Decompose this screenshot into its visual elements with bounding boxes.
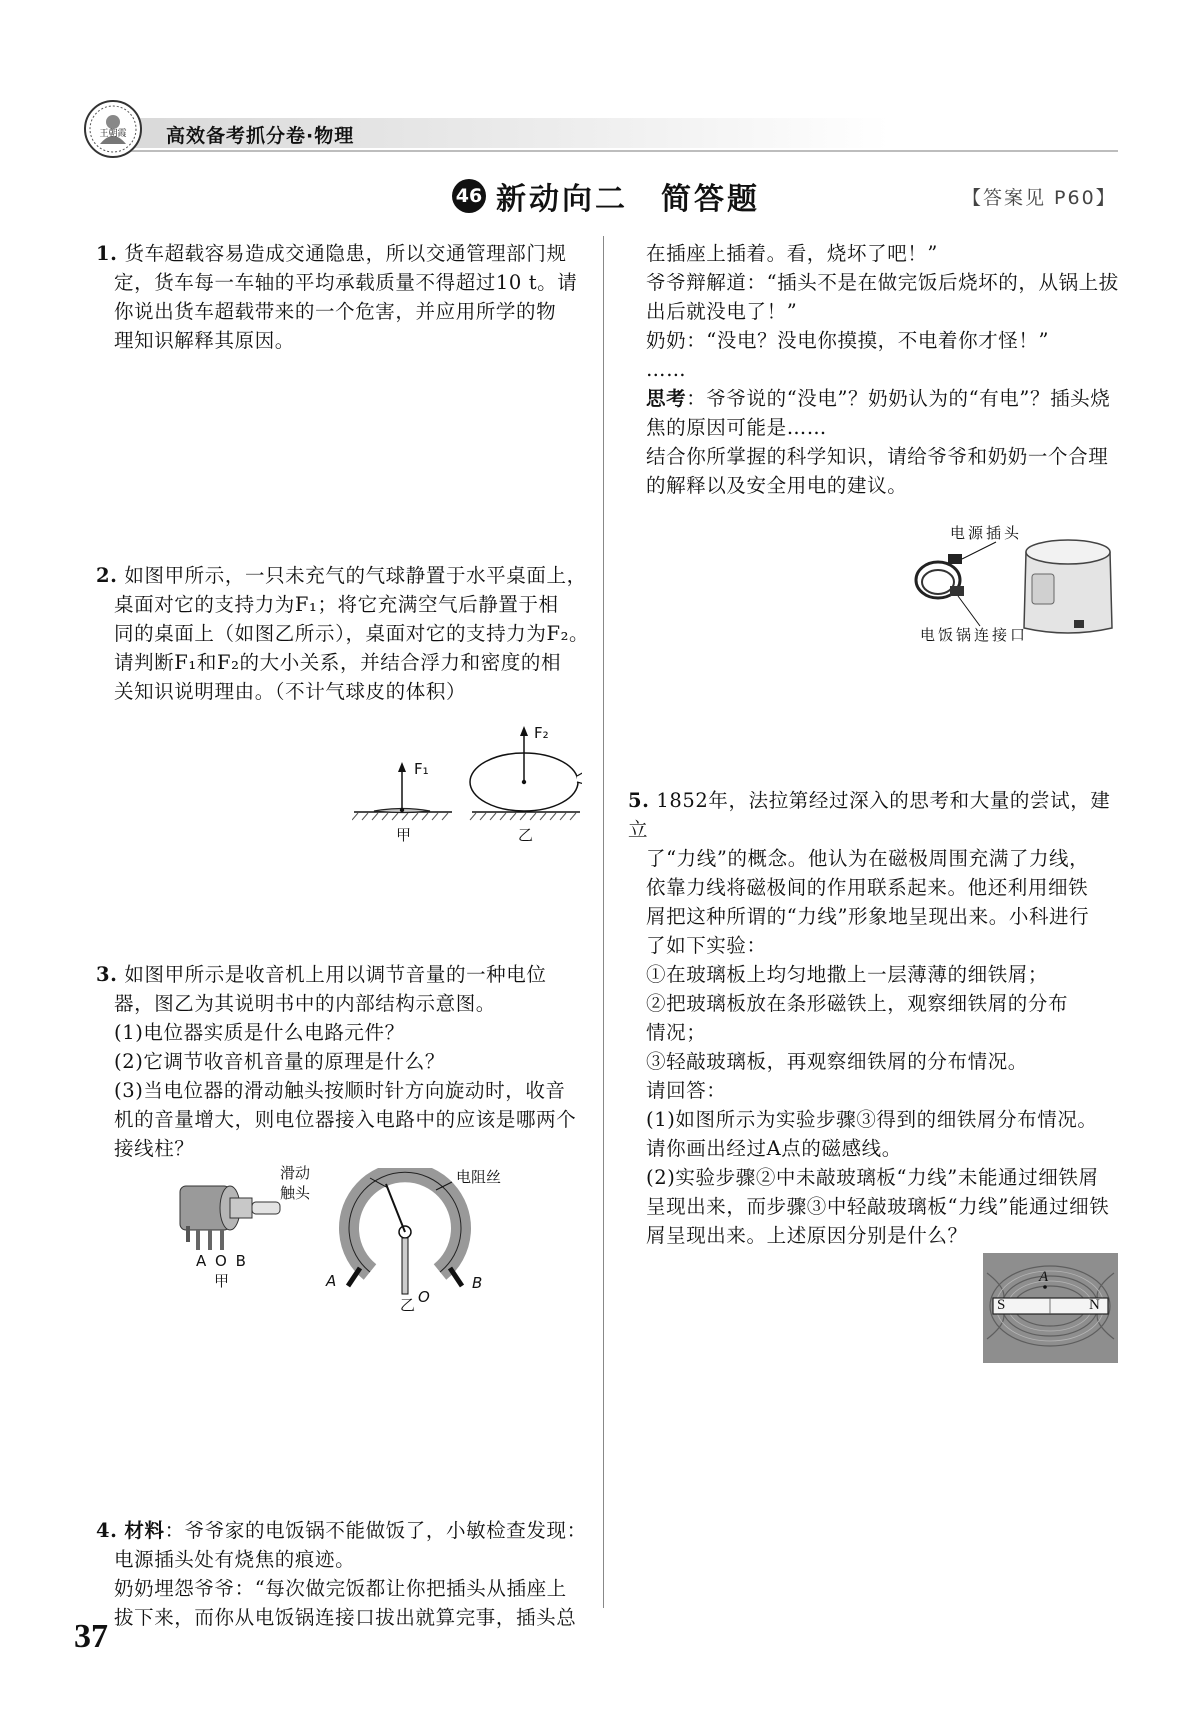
page-number: 37 (74, 1618, 108, 1655)
magnet-n-label: N (1089, 1297, 1100, 1313)
terminal-a-label: A (326, 1272, 337, 1290)
connector-label: 电饭锅连接口 (920, 626, 1029, 644)
q4-line: 奶奶埋怨爷爷：“每次做完饭都让你把插头从插座上 (114, 1577, 567, 1600)
q5-line: 请你画出经过A点的磁感线。 (646, 1137, 902, 1160)
resistance-wire-label: 电阻丝 (456, 1168, 502, 1186)
question-1 (96, 239, 591, 355)
question-2 (96, 561, 591, 706)
think-label: 思考 (646, 387, 687, 410)
q5-line: 呈现出来，而步骤③中轻敲玻璃板“力线”能通过细铁 (646, 1195, 1110, 1218)
q4-line: 在插座上插着。看，烧坏了吧！” (646, 242, 938, 265)
q4-line: 奶奶：“没电？没电你摸摸，不电着你才怪！” (646, 329, 1050, 352)
q3-line: (3)当电位器的滑动触头按顺时针方向旋动时，收音 (114, 1079, 566, 1102)
q4-line: 电源插头处有烧焦的痕迹。 (114, 1548, 356, 1571)
q4-task-line: 的解释以及安全用电的建议。 (646, 474, 908, 497)
q1-line: 你说出货车超载带来的一个危害，并应用所学的物 (114, 300, 557, 323)
q2-line: 请判断F₁和F₂的大小关系，并结合浮力和密度的相 (114, 651, 562, 674)
header-rule (108, 150, 1118, 152)
slider-label-line1: 滑动 (280, 1164, 311, 1182)
q4-think-text: ：爷爷说的“没电”？奶奶认为的“有电”？插头烧 (686, 387, 1111, 410)
balloon-figure (352, 716, 582, 844)
q2-line: 桌面对它的支持力为F₁；将它充满空气后静置于相 (114, 593, 559, 616)
q5-line: 1852年，法拉第经过深入的思考和大量的尝试，建立 (628, 789, 1111, 841)
q3-line: 如图甲所示是收音机上用以调节音量的一种电位 (124, 963, 547, 986)
figure-yi-label: 乙 (400, 1296, 416, 1314)
question-number: 2. (96, 564, 118, 587)
q5-line: 依靠力线将磁极间的作用联系起来。他还利用细铁 (646, 876, 1089, 899)
column-divider (603, 236, 604, 1608)
potentiometer-diagram (280, 1164, 548, 1314)
q4-task-line: 结合你所掌握的科学知识，请给爷爷和奶奶一个合理 (646, 445, 1109, 468)
figure-jia-label: 甲 (396, 826, 412, 844)
question-number: 1. (96, 242, 118, 265)
figure-jia-label: 甲 (214, 1272, 230, 1290)
q2-line: 如图甲所示，一只未充气的气球静置于水平桌面上， (124, 564, 587, 587)
q5-line: 情况； (646, 1021, 707, 1044)
terminal-o-label: O (418, 1288, 430, 1306)
terminals-label: A O B (196, 1252, 248, 1270)
q1-line: 定，货车每一车轴的平均承载质量不得超过10 t。请 (114, 271, 578, 294)
q3-line: (1)电位器实质是什么电路元件？ (114, 1021, 405, 1044)
q3-line: 机的音量增大，则电位器接入电路中的应该是哪两个 (114, 1108, 577, 1131)
q5-line: (2)实验步骤②中未敲玻璃板“力线”未能通过细铁屑 (646, 1166, 1099, 1189)
q5-line: 屑把这种所谓的“力线”形象地呈现出来。小科进行 (646, 905, 1090, 928)
q3-line: 接线柱？ (114, 1137, 195, 1160)
q4-line: 拔下来，而你从电饭锅连接口拔出就算完事，插头总 (114, 1606, 577, 1629)
question-number: 3. (96, 963, 118, 986)
q5-line: 了如下实验： (646, 934, 767, 957)
rice-cooker-figure (888, 516, 1128, 656)
f1-label: F₁ (414, 760, 429, 778)
q4-line: 出后就没电了！” (646, 300, 798, 323)
potentiometer-photo (176, 1170, 286, 1290)
q3-line: 器，图乙为其说明书中的内部结构示意图。 (114, 992, 496, 1015)
q4-material-text: ：爷爷家的电饭锅不能做饭了，小敏检查发现： (164, 1519, 587, 1542)
iron-filings-figure (983, 1253, 1118, 1363)
section-title: 新动向二 简答题 (496, 182, 760, 217)
section-number-badge: 46 (452, 179, 486, 213)
svg-text:王朝霞: 王朝霞 (99, 129, 127, 139)
section-title-row (452, 174, 760, 218)
q4-think-line2: 焦的原因可能是…… (646, 416, 827, 439)
slider-label-line2: 触头 (280, 1184, 311, 1202)
question-number: 4. (96, 1519, 118, 1542)
point-a-label: A (1039, 1269, 1049, 1285)
question-4-left (96, 1516, 591, 1632)
terminal-b-label: B (472, 1274, 483, 1292)
material-label: 材料 (124, 1519, 165, 1542)
magnet-s-label: S (997, 1297, 1006, 1313)
q5-line: ①在玻璃板上均匀地撒上一层薄薄的细铁屑； (646, 963, 1049, 986)
f2-label: F₂ (534, 724, 549, 742)
q5-line: (1)如图所示为实验步骤③得到的细铁屑分布情况。 (646, 1108, 1098, 1131)
q5-line: 请回答： (646, 1079, 727, 1102)
q2-line: 关知识说明理由。（不计气球皮的体积） (114, 680, 467, 703)
q5-line: 了“力线”的概念。他认为在磁极周围充满了力线， (646, 847, 1090, 870)
q1-line: 理知识解释其原因。 (114, 329, 295, 352)
q4-line: …… (646, 358, 687, 381)
question-number: 5. (628, 789, 650, 812)
q5-line: ②把玻璃板放在条形磁铁上，观察细铁屑的分布 (646, 992, 1069, 1015)
q5-line: 屑呈现出来。上述原因分别是什么？ (646, 1224, 968, 1247)
q4-line: 爷爷辩解道：“插头不是在做完饭后烧坏的，从锅上拔 (646, 271, 1119, 294)
q1-line: 货车超载容易造成交通隐患，所以交通管理部门规 (124, 242, 567, 265)
q3-line: (2)它调节收音机音量的原理是什么？ (114, 1050, 445, 1073)
q5-line: ③轻敲玻璃板，再观察细铁屑的分布情况。 (646, 1050, 1028, 1073)
question-3 (96, 960, 591, 1163)
answer-reference: 【答案见 P60】 (962, 187, 1117, 209)
book-title: 高效备考抓分卷·物理 (166, 125, 355, 147)
figure-yi-label: 乙 (518, 826, 534, 844)
plug-label: 电源插头 (950, 524, 1023, 542)
question-4-right (646, 239, 1126, 500)
question-5 (628, 786, 1128, 1250)
q2-line: 同的桌面上（如图乙所示），桌面对它的支持力为F₂。 (114, 622, 590, 645)
publisher-logo-icon (82, 98, 144, 160)
